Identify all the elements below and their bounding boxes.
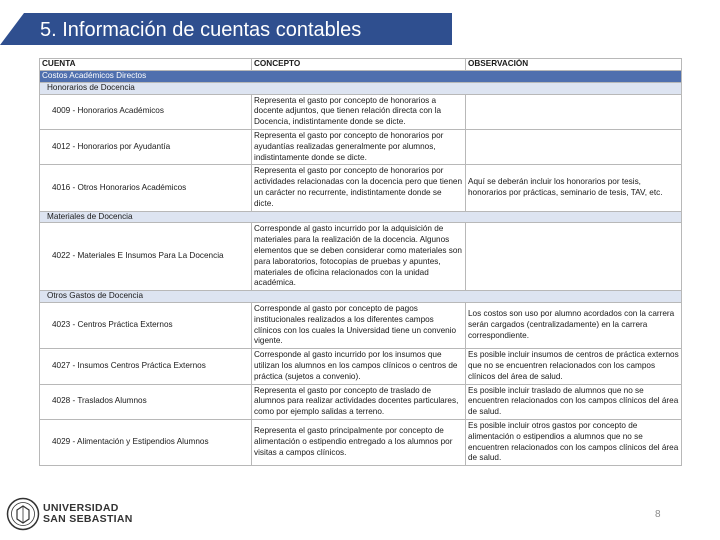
header-cuenta: CUENTA: [40, 59, 252, 71]
university-name: [43, 503, 133, 525]
group-label: Costos Académicos Directos: [40, 71, 682, 83]
cell-cuenta: 4029 - Alimentación y Estipendios Alumnos: [40, 419, 252, 465]
table-row: [40, 349, 682, 384]
section-row: [40, 82, 682, 94]
university-seal-icon: [6, 497, 40, 531]
cell-concepto: Representa el gasto por concepto de honorarios por ayudantías realizadas generalmente por alumnos, indistintamente donde se dicte.: [252, 129, 466, 164]
section-label: Otros Gastos de Docencia: [40, 291, 682, 303]
cell-observacion: Aquí se deberán incluir los honorarios por tesis, honorarios por prácticas, seminario de tesis, TAV, etc.: [466, 165, 682, 211]
cell-concepto: Corresponde al gasto por concepto de pagos institucionales realizados a los diferentes campos clínicos con los cuales la Universidad tiene un convenio vigente.: [252, 302, 466, 348]
header-concepto: CONCEPTO: [252, 59, 466, 71]
section-label: Honorarios de Docencia: [40, 82, 682, 94]
cell-observacion: [466, 129, 682, 164]
cell-cuenta: 4027 - Insumos Centros Práctica Externos: [40, 349, 252, 384]
table-row: [40, 223, 682, 291]
cell-concepto: Corresponde al gasto incurrido por la adquisición de materiales para la realización de la docencia. Algunos elementos que se deben considerar como materiales son para laboratorios, fotocopias de pruebas y apuntes, materiales de oficina relacionados con la unidad académica.: [252, 223, 466, 291]
university-name-line2: SAN SEBASTIAN: [43, 513, 133, 525]
section-row: [40, 211, 682, 223]
cell-observacion: Es posible incluir otros gastos por concepto de alimentación o estipendios a alumnos que no se encuentren relacionados con los campos clínicos del área de salud.: [466, 419, 682, 465]
cell-cuenta: 4016 - Otros Honorarios Académicos: [40, 165, 252, 211]
table-row: [40, 129, 682, 164]
table-row: [40, 94, 682, 129]
header-observacion: OBSERVACIÓN: [466, 59, 682, 71]
university-name-line1: UNIVERSIDAD: [43, 502, 119, 514]
table-row: [40, 384, 682, 419]
cell-observacion: [466, 94, 682, 129]
cell-concepto: Representa el gasto por concepto de honorarios por actividades relacionadas con la docencia pero que tienen un carácter no recurrente, indistintamente donde se dicte.: [252, 165, 466, 211]
cell-observacion: Es posible incluir traslado de alumnos que no se encuentren relacionados con los campos clínicos del área de salud.: [466, 384, 682, 419]
accounts-table: [39, 58, 682, 466]
section-row: [40, 291, 682, 303]
group-row: [40, 71, 682, 83]
cell-concepto: Corresponde al gasto incurrido por los insumos que utilizan los alumnos en los campos clínicos o centros de práctica (sujetos a convenio).: [252, 349, 466, 384]
slide-title: 5. Información de cuentas contables: [40, 19, 362, 41]
cell-cuenta: 4022 - Materiales E Insumos Para La Docencia: [40, 223, 252, 291]
cell-observacion: [466, 223, 682, 291]
cell-concepto: Representa el gasto por concepto de honorarios a docente adjuntos, que tienen relación directa con la Docencia, indistintamente donde se dicte.: [252, 94, 466, 129]
cell-observacion: Los costos son uso por alumno acordados con la carrera serán cargados (centralizadamente) en la carrera correspondiente.: [466, 302, 682, 348]
cell-cuenta: 4023 - Centros Práctica Externos: [40, 302, 252, 348]
cell-cuenta: 4028 - Traslados Alumnos: [40, 384, 252, 419]
table-row: [40, 302, 682, 348]
table-header-row: [40, 59, 682, 71]
table-row: [40, 165, 682, 211]
page-number: 8: [655, 509, 661, 520]
cell-concepto: Representa el gasto principalmente por concepto de alimentación o estipendio entregado a los alumnos por visitas a campos clínicos.: [252, 419, 466, 465]
cell-concepto: Representa el gasto por concepto de traslado de alumnos para realizar actividades docentes particulares, como por ejemplo salidas a terreno.: [252, 384, 466, 419]
cell-observacion: Es posible incluir insumos de centros de práctica externos que no se encuentren relacionados con los campos clínicos del área de salud.: [466, 349, 682, 384]
section-label: Materiales de Docencia: [40, 211, 682, 223]
table-row: [40, 419, 682, 465]
cell-cuenta: 4009 - Honorarios Académicos: [40, 94, 252, 129]
cell-cuenta: 4012 - Honorarios por Ayudantía: [40, 129, 252, 164]
